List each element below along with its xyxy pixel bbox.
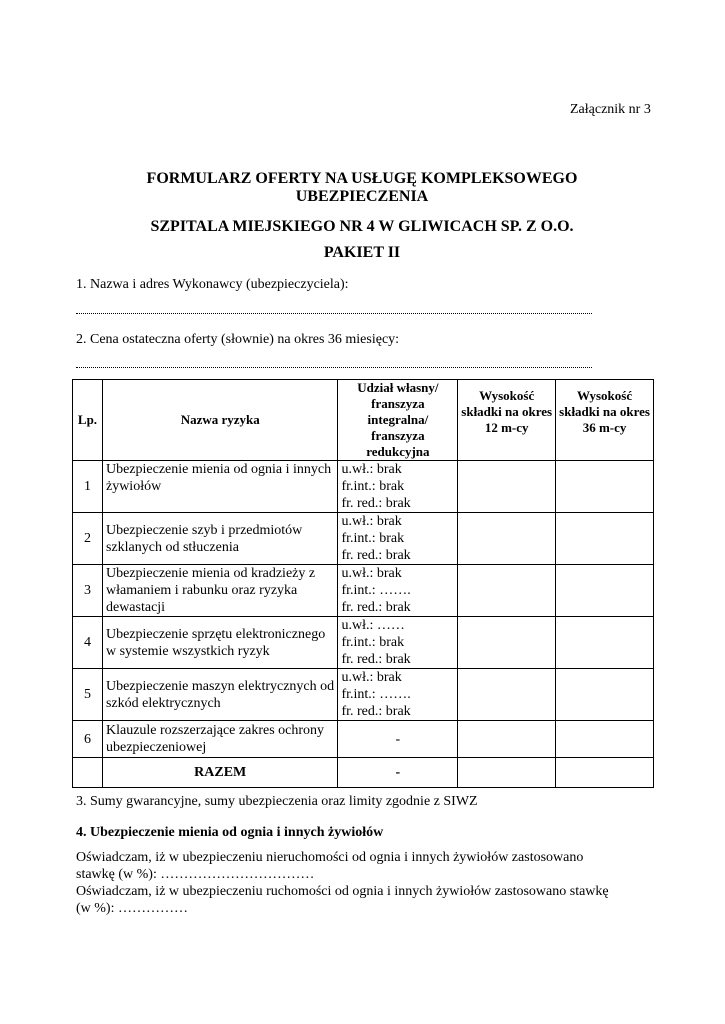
- header-premium-12: Wysokość składki na okres 12 m-cy: [458, 380, 556, 461]
- premium-36-cell[interactable]: [556, 617, 654, 669]
- hospital-name: SZPITALA MIEJSKIEGO NR 4 W GLIWICACH SP. Z O.O.: [150, 218, 574, 235]
- row-risk-name: Ubezpieczenie sprzętu elektronicznego w systemie wszystkich ryzyk: [102, 617, 337, 669]
- statement-2-line1: Oświadczam, iż w ubezpieczeniu ruchomości od ognia i innych żywiołów zastosowano stawkę: [76, 884, 609, 899]
- row-lp: 2: [73, 513, 103, 565]
- row-lp: 4: [73, 617, 103, 669]
- integral-franchise: fr.int.: …….: [341, 687, 411, 702]
- row-risk-name: Ubezpieczenie maszyn elektrycznych od szkód elektrycznych: [102, 669, 337, 721]
- row-lp: 6: [73, 721, 103, 758]
- header-deductible: Udział własny/ franszyza integralna/ franszyza redukcyjna: [338, 380, 458, 461]
- header-risk-name: Nazwa ryzyka: [102, 380, 337, 461]
- reducing-franchise: fr. red.: brak: [341, 548, 411, 563]
- own-share: u.wł.: brak: [341, 462, 402, 477]
- premium-12-cell[interactable]: [458, 617, 556, 669]
- premium-36-cell[interactable]: [556, 513, 654, 565]
- section-1-label: 1. Nazwa i adres Wykonawcy (ubezpieczyciela):: [76, 277, 349, 292]
- table-row: [73, 721, 654, 758]
- row-risk-name: Ubezpieczenie szyb i przedmiotów szklanych od stłuczenia: [102, 513, 337, 565]
- header-premium-36: Wysokość składki na okres 36 m-cy: [556, 380, 654, 461]
- statement-1-line2[interactable]: stawkę (w %): ……………………………: [76, 867, 315, 882]
- section-4-statement-1: [76, 849, 650, 917]
- premium-12-cell[interactable]: [458, 461, 556, 513]
- table-row: [73, 669, 654, 721]
- row-risk-name: Klauzule rozszerzające zakres ochrony ubezpieczeniowej: [102, 721, 337, 758]
- attachment-label: Załącznik nr 3: [570, 102, 651, 117]
- own-share: u.wł.: brak: [341, 514, 402, 529]
- section-4-heading: 4. Ubezpieczenie mienia od ognia i innych żywiołów: [76, 825, 384, 840]
- table-row: [73, 461, 654, 513]
- package-title: PAKIET II: [323, 244, 401, 261]
- premium-12-cell[interactable]: [458, 669, 556, 721]
- integral-franchise: fr.int.: brak: [341, 635, 405, 650]
- integral-franchise: fr.int.: brak: [341, 531, 405, 546]
- row-lp: 3: [73, 565, 103, 617]
- contractor-name-field[interactable]: [76, 312, 592, 314]
- total-dash: -: [338, 758, 458, 788]
- reducing-franchise: fr. red.: brak: [341, 704, 411, 719]
- table-row: [73, 565, 654, 617]
- statement-1-line1: Oświadczam, iż w ubezpieczeniu nieruchomości od ognia i innych żywiołów zastosowano: [76, 850, 584, 865]
- own-share: u.wł.: brak: [341, 670, 402, 685]
- form-title-line1b: UBEZPIECZENIA: [295, 188, 429, 205]
- form-title-line1: FORMULARZ OFERTY NA USŁUGĘ KOMPLEKSOWEGO: [146, 170, 578, 187]
- integral-franchise: fr.int.: brak: [341, 479, 405, 494]
- premium-36-cell[interactable]: [556, 565, 654, 617]
- row-deductible: [338, 513, 458, 565]
- own-share: u.wł.: ……: [341, 618, 405, 633]
- header-lp: Lp.: [73, 380, 103, 461]
- section-2-label: 2. Cena ostateczna oferty (słownie) na okres 36 miesięcy:: [76, 332, 400, 347]
- total-premium-36[interactable]: [556, 758, 654, 788]
- total-premium-12[interactable]: [458, 758, 556, 788]
- statement-2-line2[interactable]: (w %): ……………: [76, 901, 188, 916]
- premium-36-cell[interactable]: [556, 669, 654, 721]
- form-title: [72, 170, 652, 206]
- row-deductible: -: [338, 721, 458, 758]
- row-deductible: [338, 617, 458, 669]
- row-deductible: [338, 565, 458, 617]
- total-label: RAZEM: [102, 758, 337, 788]
- row-lp: 1: [73, 461, 103, 513]
- row-deductible: [338, 461, 458, 513]
- row-deductible: [338, 669, 458, 721]
- reducing-franchise: fr. red.: brak: [341, 496, 411, 511]
- table-row: [73, 513, 654, 565]
- integral-franchise: fr.int.: …….: [341, 583, 411, 598]
- premium-36-cell[interactable]: [556, 721, 654, 758]
- premium-12-cell[interactable]: [458, 565, 556, 617]
- risk-table: [72, 379, 654, 788]
- row-lp: 5: [73, 669, 103, 721]
- total-row: [73, 758, 654, 788]
- own-share: u.wł.: brak: [341, 566, 402, 581]
- premium-12-cell[interactable]: [458, 513, 556, 565]
- reducing-franchise: fr. red.: brak: [341, 652, 411, 667]
- reducing-franchise: fr. red.: brak: [341, 600, 411, 615]
- price-words-field[interactable]: [76, 366, 592, 368]
- table-header-row: [73, 380, 654, 461]
- table-row: [73, 617, 654, 669]
- premium-12-cell[interactable]: [458, 721, 556, 758]
- row-risk-name: Ubezpieczenie mienia od ognia i innych żywiołów: [102, 461, 337, 513]
- section-3-text: 3. Sumy gwarancyjne, sumy ubezpieczenia oraz limity zgodnie z SIWZ: [76, 794, 478, 809]
- total-lp-cell: [73, 758, 103, 788]
- row-risk-name: Ubezpieczenie mienia od kradzieży z włamaniem i rabunku oraz ryzyka dewastacji: [102, 565, 337, 617]
- premium-36-cell[interactable]: [556, 461, 654, 513]
